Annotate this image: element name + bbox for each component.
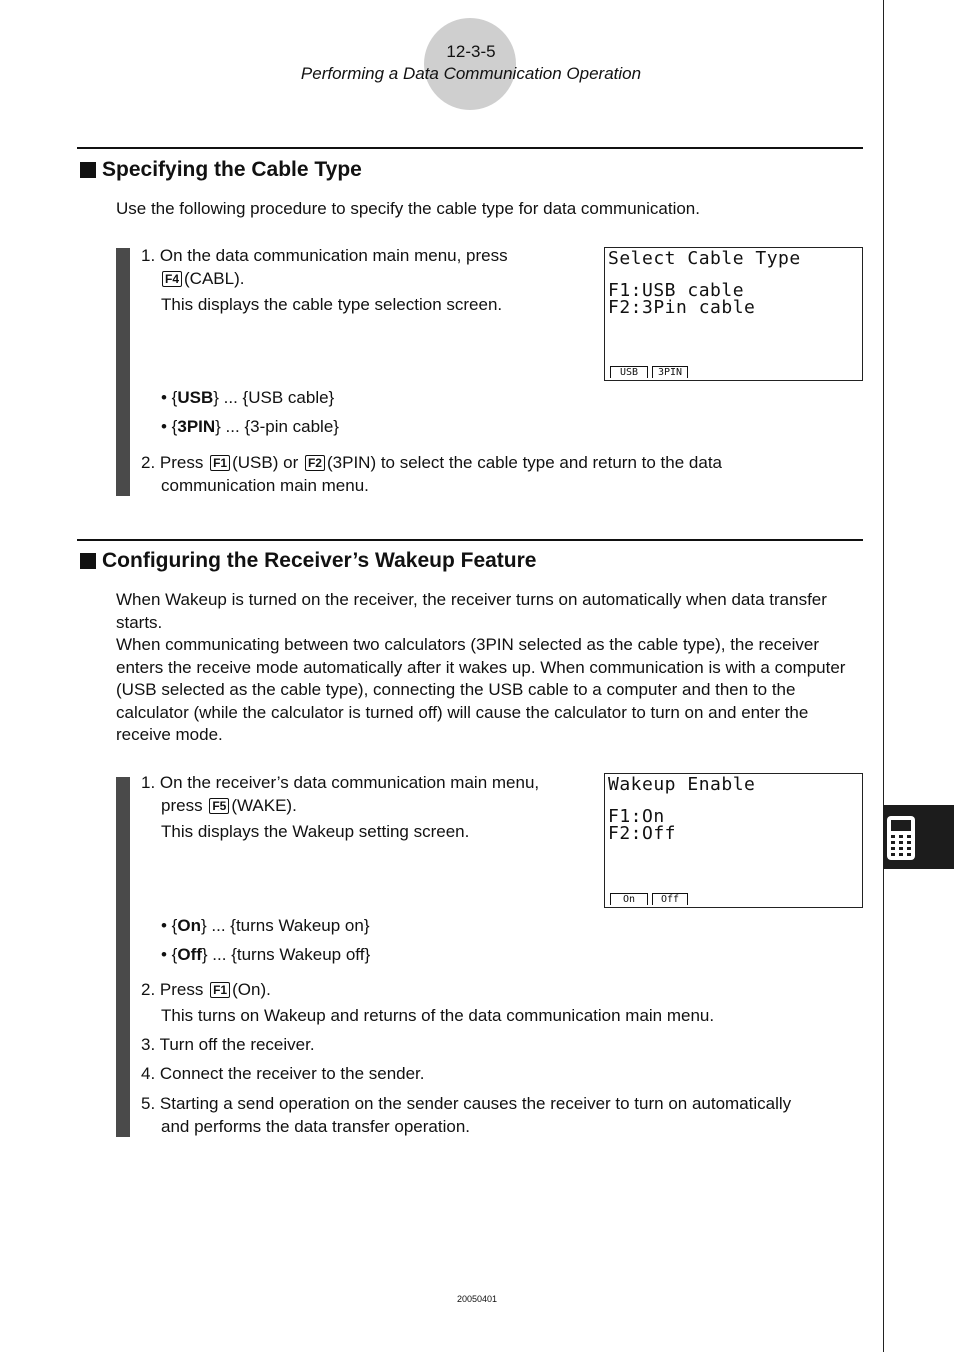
step-2-continued: communication main menu. — [161, 476, 369, 495]
margin-line — [883, 0, 884, 1352]
screen-title: Select Cable Type — [608, 248, 801, 269]
square-bullet-icon — [80, 162, 96, 178]
wakeup-screen — [604, 773, 863, 908]
step-4-text: 4. Connect the receiver to the sender. — [141, 1064, 425, 1083]
screen-option-1: F1:On — [608, 806, 665, 827]
step-5-continued: and performs the data transfer operation. — [161, 1117, 471, 1136]
bullet-3pin: • {3PIN} ... {3-pin cable} — [161, 417, 339, 436]
step-1-text: 1. On the receiver’s data communication main menu, — [141, 773, 540, 792]
procedure-bar — [116, 248, 130, 496]
step-1-key-line: press F5 (WAKE). — [161, 796, 297, 815]
step-2-text: 2. Press F1 (USB) or F2 (3PIN) to select the cable type and return to the data — [141, 453, 722, 472]
f1-key-icon: F1 — [210, 455, 230, 471]
running-title: Performing a Data Communication Operation — [300, 64, 642, 83]
procedure-bar — [116, 777, 130, 1137]
screen-option-2: F2:3Pin cable — [608, 297, 756, 318]
section-rule — [77, 147, 863, 149]
bullet-usb: • {USB} ... {USB cable} — [161, 388, 335, 407]
section-intro: When Wakeup is turned on the receiver, the receiver turns on automatically when data transfer starts. When communicating between two calculators (3PIN selected as the cable type), the receiver enters the receive mode automatically after it wakes up. When communication is with a computer (USB selected as the cable type), connecting the USB cable to a computer and then to the calculator (while the calculator is turned off) will cause the calculator to turn on and enter the receive mode. — [116, 590, 846, 744]
section-intro: Use the following procedure to specify the cable type for data communication. — [116, 199, 700, 218]
step-2-text: 2. Press F1 (On). — [141, 980, 271, 999]
fkey-off: Off — [652, 893, 688, 905]
screen-title: Wakeup Enable — [608, 774, 756, 795]
screen-option-1: F1:USB cable — [608, 280, 745, 301]
step-1-text: 1. On the data communication main menu, press — [141, 246, 508, 265]
fkey-3pin: 3PIN — [652, 366, 688, 378]
chapter-tab — [883, 805, 954, 869]
square-bullet-icon — [80, 553, 96, 569]
calculator-icon — [886, 815, 916, 861]
f5-key-icon: F5 — [209, 798, 229, 814]
cable-type-screen — [604, 247, 863, 381]
step-3-text: 3. Turn off the receiver. — [141, 1035, 315, 1054]
f1-key-icon: F1 — [210, 982, 230, 998]
step-1-description: This displays the cable type selection screen. — [161, 295, 503, 314]
page-number: 12-3-5 — [446, 42, 496, 61]
fkey-on: On — [610, 893, 648, 905]
footer-code: 20050401 — [456, 1294, 498, 1304]
step-1-description: This displays the Wakeup setting screen. — [161, 822, 470, 841]
bullet-on: • {On} ... {turns Wakeup on} — [161, 916, 370, 935]
section-rule — [77, 539, 863, 541]
screen-option-2: F2:Off — [608, 823, 677, 844]
fkey-usb: USB — [610, 366, 648, 378]
step-2-description: This turns on Wakeup and returns of the data communication main menu. — [161, 1006, 715, 1025]
f2-key-icon: F2 — [305, 455, 325, 471]
f4-key-icon: F4 — [162, 271, 182, 287]
section-heading: Configuring the Receiver’s Wakeup Feature — [80, 549, 536, 573]
step-1-key-line: F4 (CABL). — [161, 267, 244, 290]
bullet-off: • {Off} ... {turns Wakeup off} — [161, 945, 371, 964]
section-heading: Specifying the Cable Type — [80, 158, 362, 182]
step-5-text: 5. Starting a send operation on the sender causes the receiver to turn on automatically — [141, 1094, 792, 1113]
